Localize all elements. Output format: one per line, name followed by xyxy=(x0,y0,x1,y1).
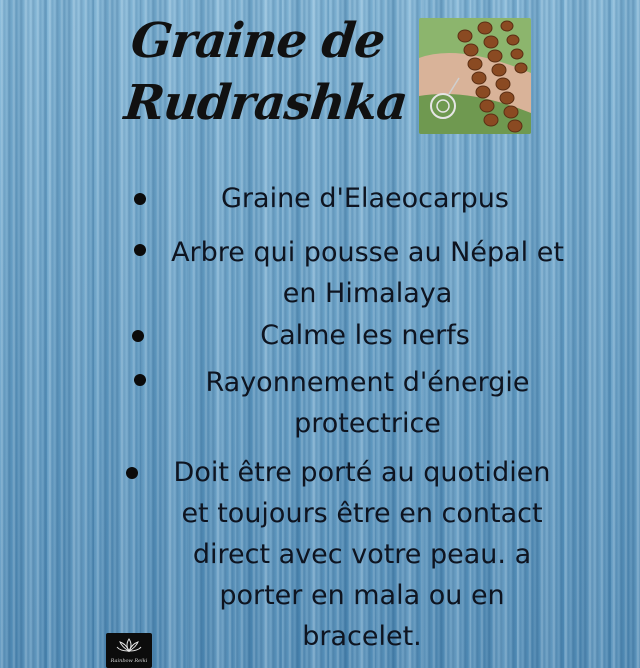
bullet-dot xyxy=(134,244,146,256)
list-item: Calme les nerfs xyxy=(260,320,470,351)
bullet-dot xyxy=(126,467,138,479)
title-line-2: Rudrashka xyxy=(121,75,410,131)
list-item: Arbre qui pousse au Népal et en Himalaya xyxy=(171,237,564,309)
bullet-dot xyxy=(134,193,146,205)
brand-logo xyxy=(106,633,152,668)
list-item: Graine d'Elaeocarpus xyxy=(221,183,509,214)
bullet-dot xyxy=(132,330,144,342)
list-item: Doit être porté au quotidien et toujours être en contact direct avec votre peau. a porter en mala ou en bracelet. xyxy=(173,457,551,652)
logo-text: Rainbow Reiki xyxy=(110,658,148,664)
title-line-1: Graine de xyxy=(128,13,388,69)
list-item: Rayonnement d'énergie protectrice xyxy=(205,367,530,439)
lotus-icon xyxy=(106,633,152,657)
bullet-dot xyxy=(134,374,146,386)
